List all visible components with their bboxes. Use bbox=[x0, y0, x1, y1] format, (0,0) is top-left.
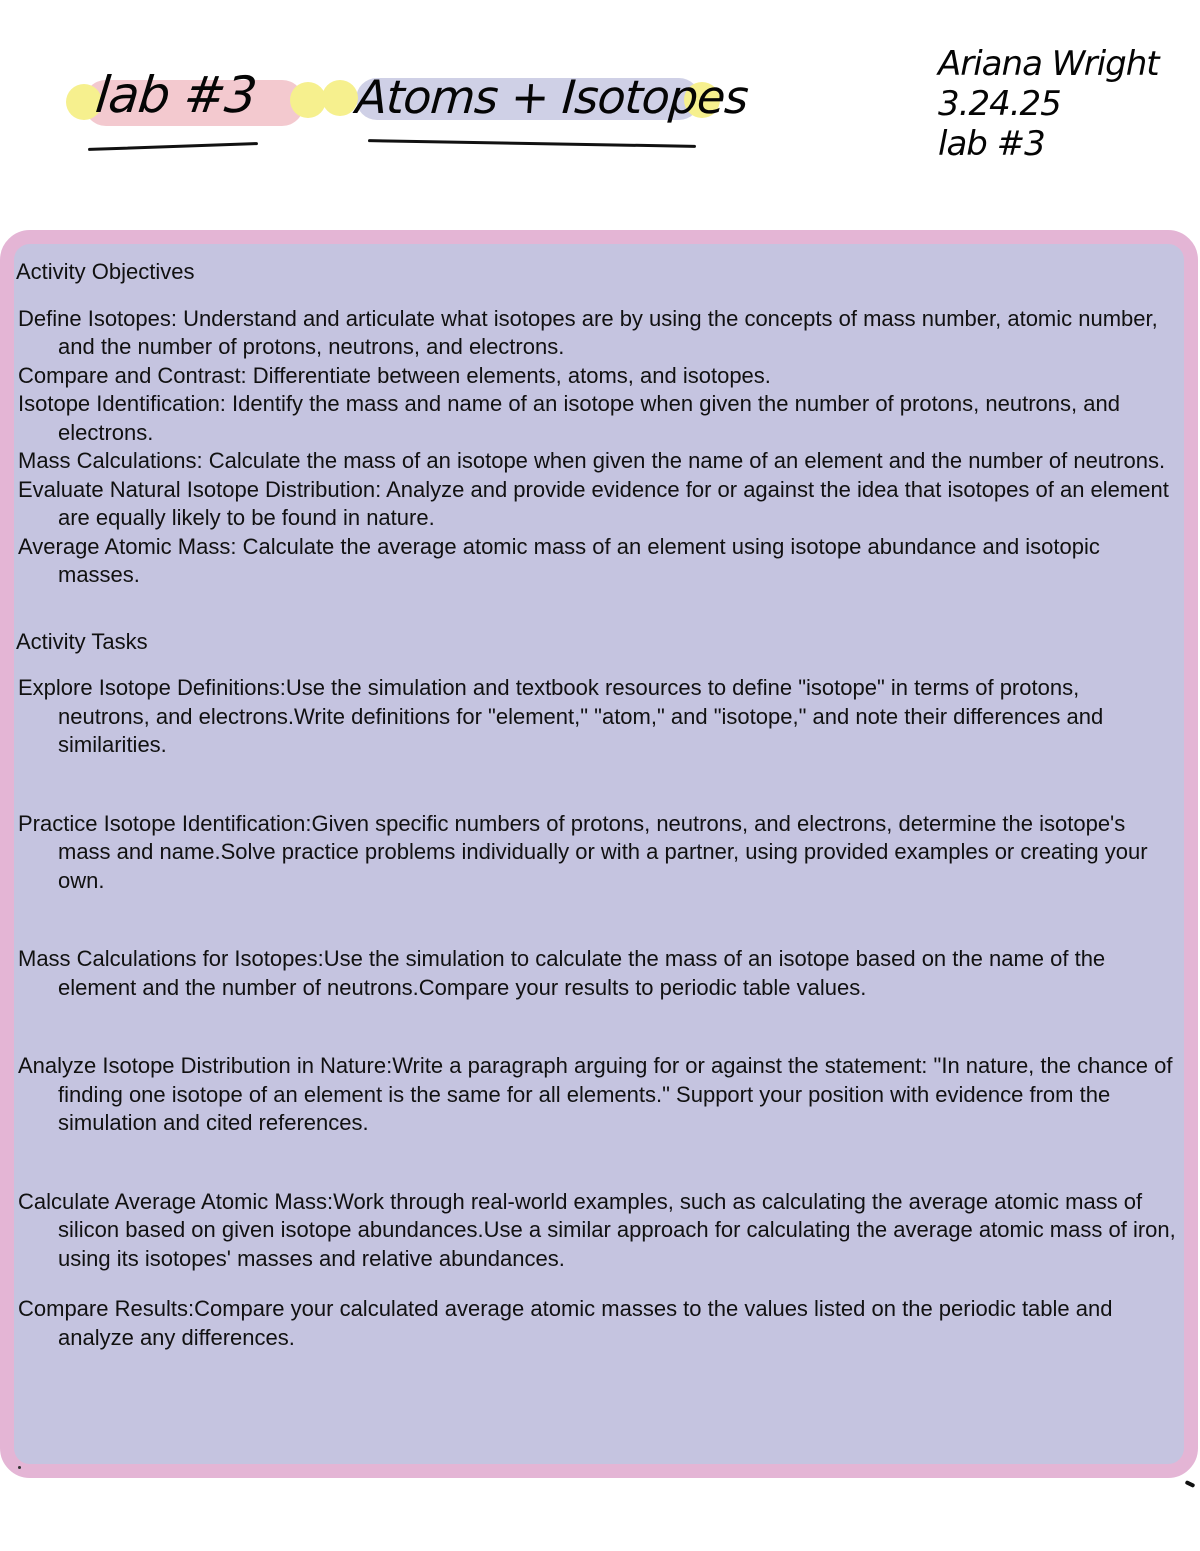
objective-item: Define Isotopes: Understand and articulate what isotopes are by using the concepts of mass number, atomic number, and the number of protons, neutrons, and electrons. bbox=[18, 305, 1158, 359]
objective-item: Compare and Contrast: Differentiate between elements, atoms, and isotopes. bbox=[18, 362, 771, 388]
date: 3.24.25 bbox=[938, 84, 1061, 124]
handwritten-header bbox=[0, 0, 1200, 200]
task-item: Explore Isotope Definitions:Use the simulation and textbook resources to define "isotope" in terms of protons, neutrons, and electrons.Write definitions for "element," "atom," and "isotope," and note their differences and similarities. bbox=[18, 675, 1104, 757]
card-content bbox=[16, 258, 1176, 1352]
task-item: Calculate Average Atomic Mass:Work through real-world examples, such as calculating the average atomic mass of silicon based on given isotope abundances.Use a similar approach for calculating the average atomic mass of iron, using its isotopes' masses and relative abundances. bbox=[18, 1188, 1176, 1271]
title-underline bbox=[88, 142, 258, 151]
objective-item: Average Atomic Mass: Calculate the average atomic mass of an element using isotope abundance and isotopic masses. bbox=[18, 533, 1100, 587]
tasks-list bbox=[16, 674, 1176, 1352]
tasks-heading: Activity Tasks bbox=[16, 628, 148, 654]
student-name: Ariana Wright bbox=[938, 44, 1159, 84]
objective-item: Evaluate Natural Isotope Distribution: Analyze and provide evidence for or against the idea that isotopes of an element are equally likely to be found in nature. bbox=[18, 476, 1169, 530]
content-card bbox=[0, 230, 1198, 1478]
task-item: Compare Results:Compare your calculated average atomic masses to the values listed on the periodic table and analyze any differences. bbox=[18, 1296, 1113, 1350]
lab-number: lab #3 bbox=[938, 124, 1045, 164]
objectives-heading: Activity Objectives bbox=[16, 259, 195, 284]
lab-title: lab #3 bbox=[92, 66, 259, 124]
pen-mark bbox=[1185, 1480, 1196, 1488]
task-item: Mass Calculations for Isotopes:Use the simulation to calculate the mass of an isotope based on the name of the element and the number of neutrons.Compare your results to periodic table values. bbox=[18, 946, 1106, 1000]
stray-dot bbox=[18, 1466, 21, 1469]
topic-title: Atoms + Isotopes bbox=[354, 70, 750, 124]
yellow-dot bbox=[290, 82, 326, 118]
topic-underline bbox=[368, 139, 696, 148]
objective-item: Isotope Identification: Identify the mass and name of an isotope when given the number of protons, neutrons, and electrons. bbox=[18, 391, 1120, 445]
yellow-dot bbox=[322, 80, 358, 116]
task-item: Analyze Isotope Distribution in Nature:Write a paragraph arguing for or against the statement: "In nature, the chance of finding one isotope of an element is the same for all elements." Support your position with evidence from the simulation and cited references. bbox=[18, 1053, 1173, 1135]
student-info bbox=[938, 44, 1159, 164]
objective-item: Mass Calculations: Calculate the mass of an isotope when given the name of an element and the number of neutrons. bbox=[18, 448, 1166, 473]
objectives-list bbox=[16, 305, 1176, 590]
task-item: Practice Isotope Identification:Given specific numbers of protons, neutrons, and electrons, determine the isotope's mass and name.Solve practice problems individually or with a partner, using provided examples or creating your own. bbox=[18, 810, 1148, 893]
